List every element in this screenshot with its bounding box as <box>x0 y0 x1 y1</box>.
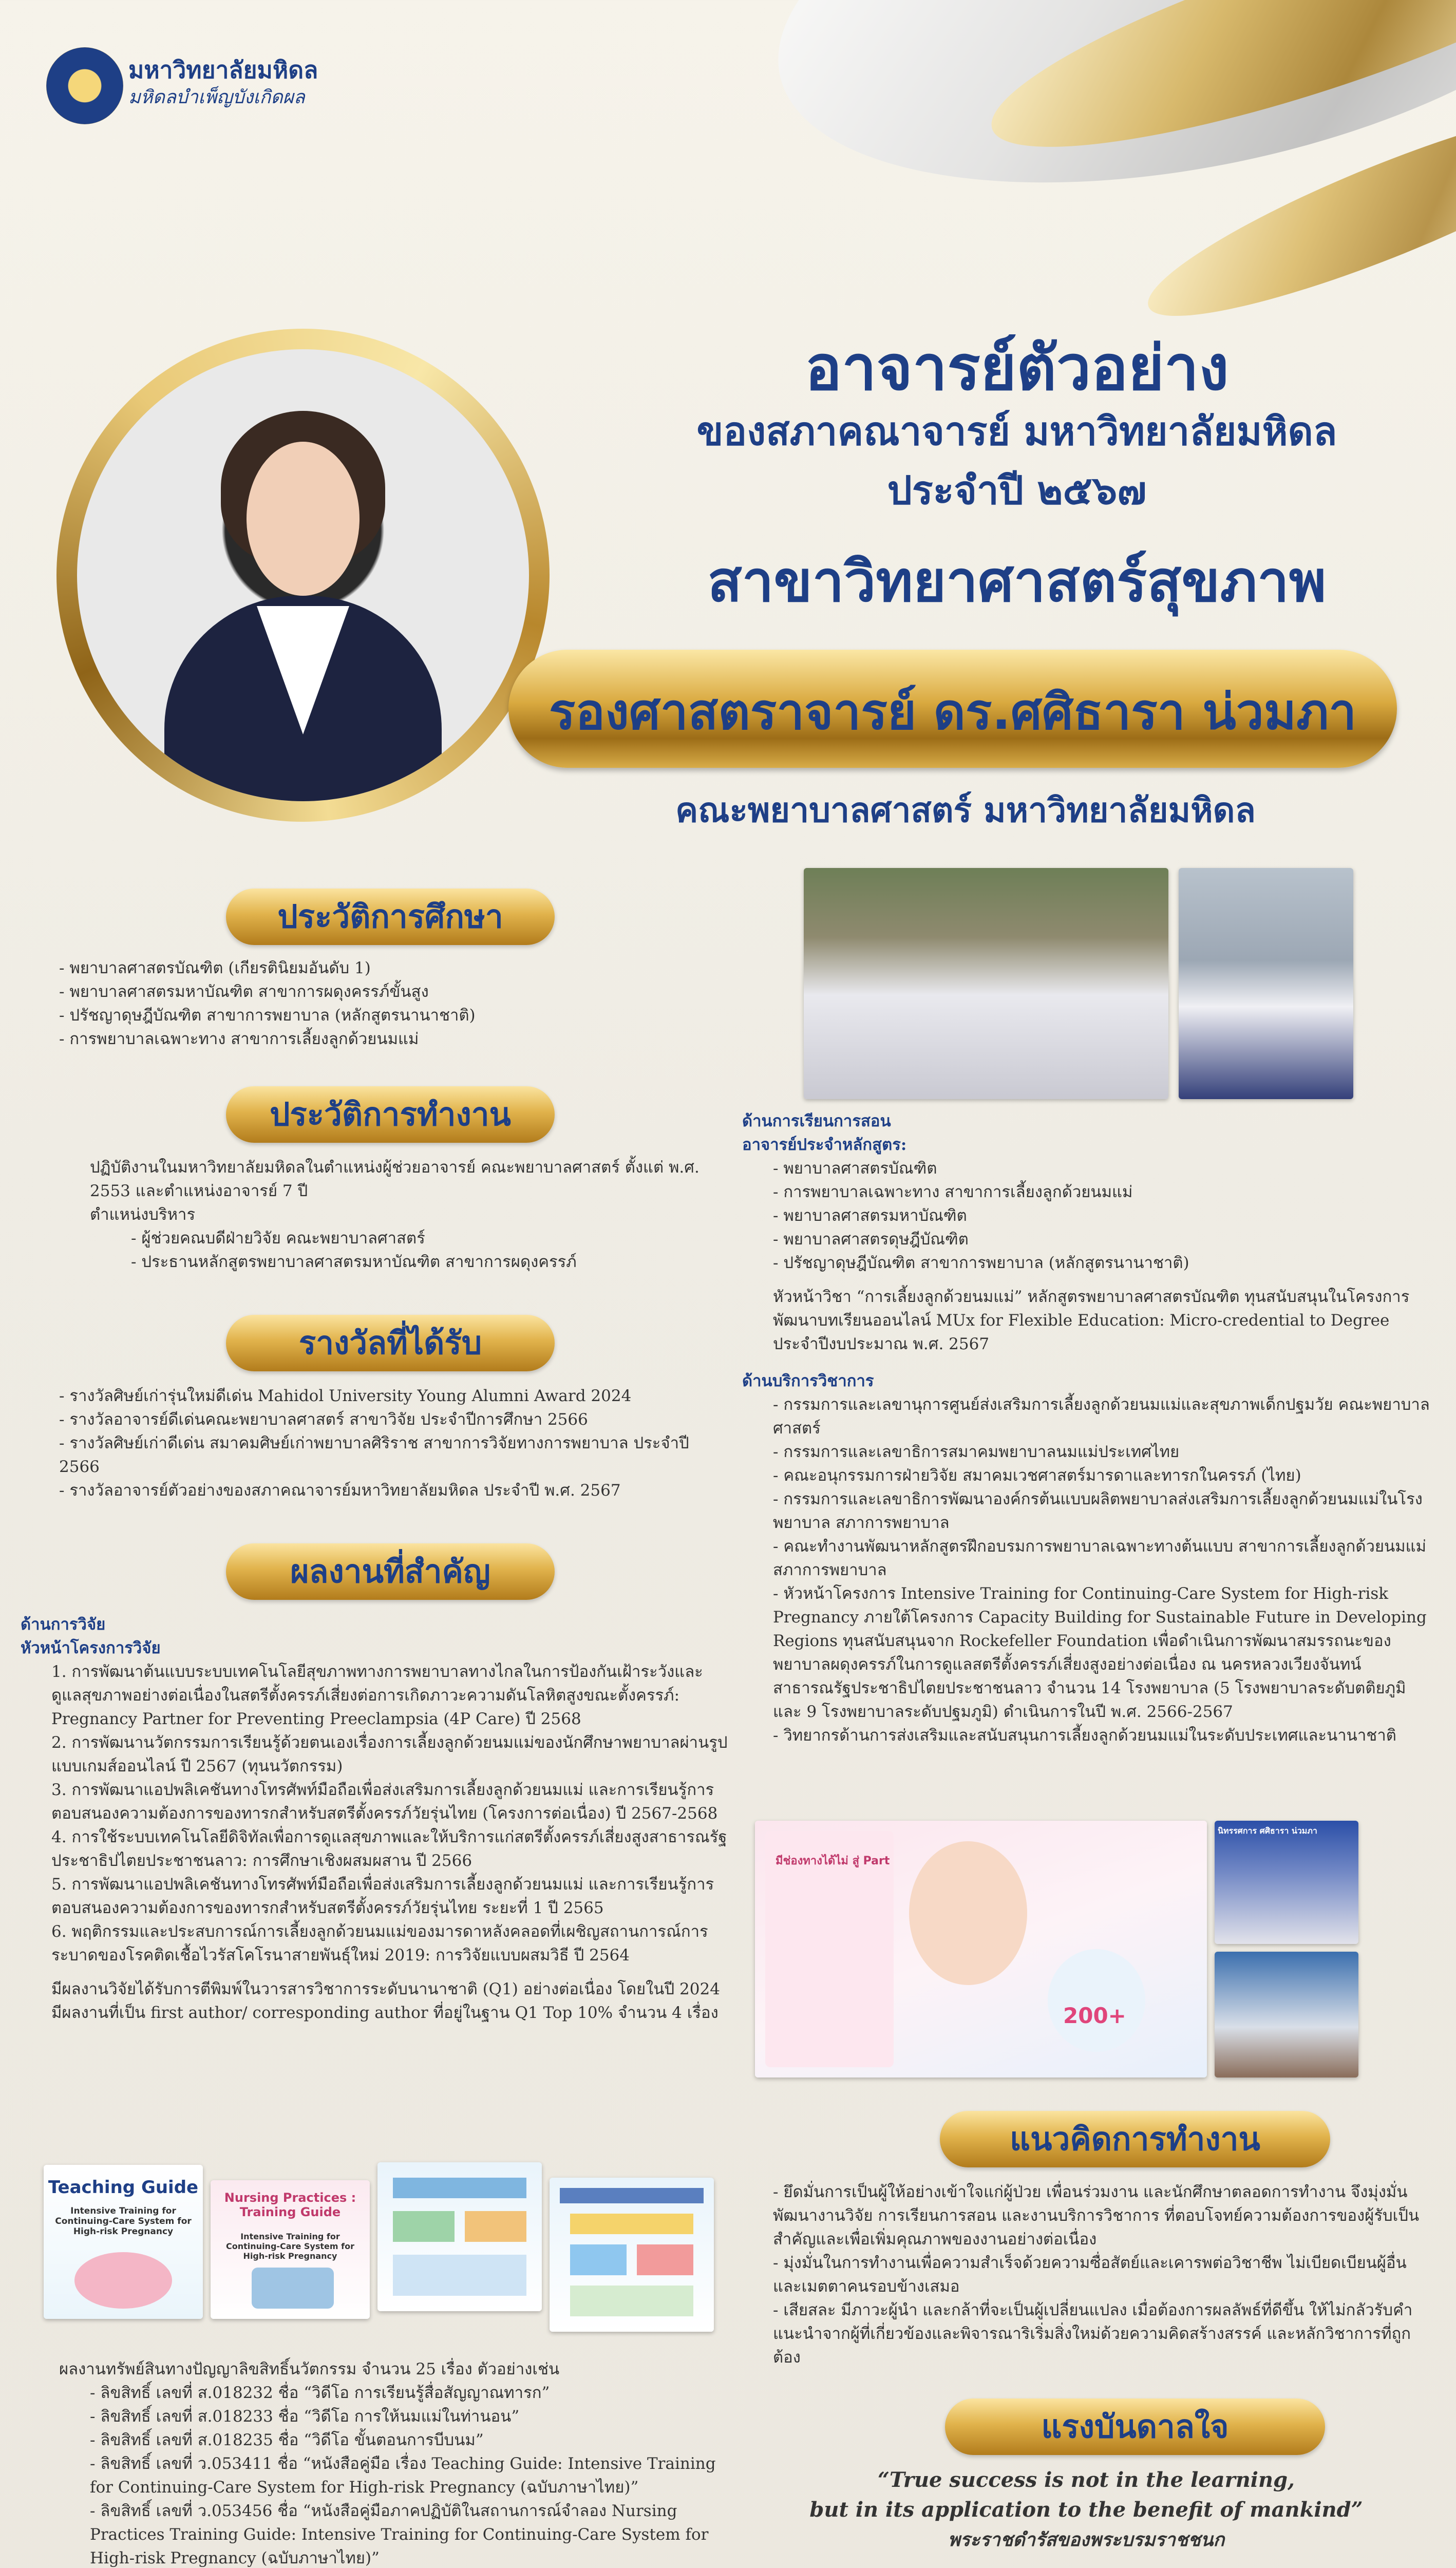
inspiration-heading: แรงบันดาลใจ <box>945 2399 1325 2455</box>
list-item: - พยาบาลศาสตรบัณฑิต <box>773 1159 937 1178</box>
event-photo-caption: นิทรรศการ ศศิธารา น่วมภา <box>1218 1826 1317 1836</box>
guideline-diagram-image <box>550 2178 714 2332</box>
list-item: - รางวัลศิษย์เก่ารุ่นใหม่ดีเด่น Mahidol University Young Alumni Award 2024 <box>59 1387 632 1405</box>
list-item: - คณะอนุกรรมการฝ่ายวิจัย สมาคมเวชศาสตร์มารดาและทารกในครรภ์ (ไทย) <box>773 1466 1301 1485</box>
list-item: - เสียสละ มีภาวะผู้นำ และกล้าที่จะเป็นผู้เปลี่ยนแปลง เมื่อต้องการผลลัพธ์ที่ดีขึ้น ให้ไม่กลัวรับคำแนะนำจากผู้ที่เกี่ยวข้องและพิจารณาริเริ่มสิ่งใหม่ด้วยความคิดสร้างสรรค์ และหลักวิชาการที่ถูกต้อง <box>773 2301 1413 2367</box>
list-item: - ยึดมั่นการเป็นผู้ให้อย่างเข้าใจแก่ผู้ป่วย เพื่อนร่วมงาน และนักศึกษาตลอดการทำงาน จึงมุ่งมั่นพัฒนางานวิจัย การเรียนการสอน และงานบริการวิชาการ ที่ตอบโจทย์ความต้องการของผู้รับเป็นสำคัญและเพื่อเพิ่มคุณภาพของงานอย่างต่อเนื่อง <box>773 2183 1420 2249</box>
teaching-label: ด้านการเรียนการสอน <box>742 1112 891 1130</box>
list-item: - ลิขสิทธิ์ เลขที่ ว.053411 ชื่อ “หนังสือคู่มือ เรื่อง Teaching Guide: Intensive Training for Continuing-Care System for High-risk Pregnancy (ฉบับภาษาไทย)” <box>90 2454 716 2497</box>
admin-label: ตำแหน่งบริหาร <box>90 1205 196 1224</box>
list-item: - พยาบาลศาสตรมหาบัณฑิต <box>773 1206 967 1225</box>
publication-paragraph: มีผลงานวิจัยได้รับการตีพิมพ์ในวารสารวิชาการระดับนานาชาติ (Q1) อย่างต่อเนื่อง โดยในปี 2024 มีผลงานที่เป็น first author/ corresponding author ที่อยู่ในฐาน Q1 Top 10% จำนวน 4 เรื่อง <box>51 1980 720 2022</box>
work-heading: ประวัติการทำงาน <box>226 1086 555 1143</box>
teaching-paragraph: หัวหน้าวิชา “การเลี้ยงลูกด้วยนมแม่” หลักสูตรพยาบาลศาสตรบัณฑิต ทุนสนับสนุนในโครงการพัฒนาบทเรียนออนไลน์ MUx for Flexible Education: Micro-credential to Degree ประจำปีงบประมาณ พ.ศ. 2567 <box>773 1288 1410 1353</box>
education-heading: ประวัติการศึกษา <box>226 889 555 945</box>
copyright-intro: ผลงานทรัพย์สินทางปัญญาลิขสิทธิ์นวัตกรรม จำนวน 25 เรื่อง ตัวอย่างเช่น <box>59 2360 560 2378</box>
quote-attribution: พระราชดำรัสของพระบรมราชชนก <box>948 2529 1225 2551</box>
page-title: อาจารย์ตัวอย่าง <box>805 333 1229 404</box>
list-item: - มุ่งมั่นในการทำงานเพื่อความสำเร็จด้วยความซื่อสัตย์และเคารพต่อวิชาชีพ ไม่เบียดเบียนผู้อื่น และเมตตาคนรอบข้างเสมอ <box>773 2254 1407 2296</box>
list-item: - ปรัชญาดุษฎีบัณฑิต สาขาการพยาบาล (หลักสูตรนานาชาติ) <box>59 1006 476 1025</box>
service-label: ด้านบริการวิชาการ <box>742 1372 874 1390</box>
list-item: - กรรมการและเลขาธิการพัฒนาองค์กรต้นแบบผลิตพยาบาลส่งเสริมการเลี้ยงลูกด้วยนมแม่ในโรงพยาบาล สภาการพยาบาล <box>773 1490 1423 1532</box>
breastfeeding-poster-image <box>755 1821 1207 2078</box>
list-item: - การพยาบาลเฉพาะทาง สาขาการเลี้ยงลูกด้วยนมแม่ <box>59 1030 419 1048</box>
award-year: ประจำปี ๒๕๖๗ <box>887 467 1147 513</box>
list-item: 3. การพัฒนาแอปพลิเคชันทางโทรศัพท์มือถือเพื่อส่งเสริมการเลี้ยงลูกด้วยนมแม่ และการเรียนรู้การตอบสนองความต้องการของทารกสำหรับสตรีตั้งครรภ์วัยรุ่นไทย (โครงการต่อเนื่อง) ปี 2567-2568 <box>51 1781 718 1823</box>
event-photo-exhibition <box>1215 1821 1358 1944</box>
list-item: - พยาบาลศาสตรมหาบัณฑิต สาขาการผดุงครรภ์ขั้นสูง <box>59 983 429 1001</box>
nursing-practices-cover <box>211 2180 370 2319</box>
group-photo-students <box>804 868 1168 1099</box>
list-item: - การพยาบาลเฉพาะทาง สาขาการเลี้ยงลูกด้วยนมแม่ <box>773 1183 1133 1201</box>
awards-list <box>59 1384 727 1502</box>
list-item: 4. การใช้ระบบเทคโนโลยีดิจิทัลเพื่อการดูแลสุขภาพและให้บริการแก่สตรีตั้งครรภ์เสี่ยงสูงสาธารณรัฐประชาธิปไตยประชาชนลาว: การศึกษาเชิงผสมผสาน ปี 2566 <box>51 1828 727 1870</box>
poster-quiz-title: มีช่องทางได้ไม่ สู่ Part <box>776 1855 890 1867</box>
university-name: มหาวิทยาลัยมหิดล <box>128 56 318 84</box>
book-subtitle: Intensive Training for Continuing-Care System for High-risk Pregnancy <box>226 2232 354 2261</box>
list-item: - ลิขสิทธิ์ เลขที่ ส.018235 ชื่อ “วิดีโอ ขั้นตอนการบีบนม” <box>90 2431 484 2449</box>
inspiration-quote <box>742 2465 1430 2555</box>
research-section <box>21 1613 729 2025</box>
concept-heading: แนวคิดการทำงาน <box>940 2111 1330 2167</box>
list-item: 1. การพัฒนาต้นแบบระบบเทคโนโลยีสุขภาพทางการพยาบาลทางไกลในการป้องกันเฝ้าระวังและดูแลสุขภาพอย่างต่อเนื่องในสตรีตั้งครรภ์เสี่ยงต่อการเกิดภาวะความดันโลหิตสูงขณะตั้งครรภ์: Pregnancy Partner for Preventing Preeclampsia (4P Care) ปี 2568 <box>51 1663 703 1728</box>
page-subtitle: ของสภาคณาจารย์ มหาวิทยาลัยมหิดล <box>696 408 1337 454</box>
group-photo-faculty <box>1179 868 1353 1099</box>
portrait-photo <box>77 349 529 801</box>
list-item: - หัวหน้าโครงการ Intensive Training for Continuing-Care System for High-risk Pregnancy ภายใต้โครงการ Capacity Building for Sustainable Future in Developing Regions ทุนสนับสนุนจาก Rockefeller Foundation เพื่อดำเนินการพัฒนาสมรรถนะของพยาบาลผดุงครรภ์ในการดูแลสตรีตั้งครรภ์เสี่ยงสูงอย่างต่อเนื่อง ณ นครหลวงเวียงจันทน์ สาธารณรัฐประชาธิปไตยประชาชนลาว จำนวน 14 โรงพยาบาล (5 โรงพยาบาลระดับตติยภูมิ และ 9 โรงพยาบาลระดับปฐมภูมิ) ดำเนินการในปี พ.ศ. 2566-2567 <box>773 1584 1427 1721</box>
list-item: - คณะทำงานพัฒนาหลักสูตรฝึกอบรมการพยาบาลเฉพาะทางต้นแบบ สาขาการเลี้ยงลูกด้วยนมแม่ สภาการพยาบาล <box>773 1537 1427 1579</box>
poster-quiz-value: 200+ <box>1063 2003 1126 2028</box>
list-item: 2. การพัฒนานวัตกรรมการเรียนรู้ด้วยตนเองเรื่องการเลี้ยงลูกด้วยนมแม่ของนักศึกษาพยาบาลผ่านรูปแบบเกมส์ออนไลน์ ปี 2567 (ทุนนวัตกรรม) <box>51 1733 728 1776</box>
awards-heading: รางวัลที่ได้รับ <box>226 1315 555 1371</box>
list-item: - พยาบาลศาสตรบัณฑิต (เกียรตินิยมอันดับ 1) <box>59 959 371 977</box>
education-list <box>59 956 727 1051</box>
list-item: - ลิขสิทธิ์ เลขที่ ส.018233 ชื่อ “วิดีโอ การให้นมแม่ในท่านอน” <box>90 2407 520 2426</box>
list-item: - ปรัชญาดุษฎีบัณฑิต สาขาการพยาบาล (หลักสูตรนานาชาติ) <box>773 1254 1189 1272</box>
concept-list <box>742 2180 1430 2369</box>
quote-line-1: “True success is not in the learning, <box>878 2468 1295 2492</box>
list-item: 6. พฤติกรรมและประสบการณ์การเลี้ยงลูกด้วยนมแม่ของมารดาหลังคลอดที่เผชิญสถานการณ์การระบาดของโรคติดเชื้อไวรัสโคโรนาสายพันธุ์ใหม่ 2019: การวิจัยแบบผสมวิธี ปี 2564 <box>51 1922 708 1965</box>
course-label: อาจารย์ประจำหลักสูตร: <box>742 1136 907 1154</box>
event-photo-meeting <box>1215 1952 1358 2078</box>
teaching-section <box>742 1109 1430 1747</box>
book-subtitle: Intensive Training for Continuing-Care System for High-risk Pregnancy <box>55 2206 192 2237</box>
work-section <box>59 1156 727 1274</box>
list-item: - ประธานหลักสูตรพยาบาลศาสตรมหาบัณฑิต สาขาการผดุงครรภ์ <box>131 1253 577 1271</box>
teaching-guide-cover <box>44 2165 203 2319</box>
university-seal-logo <box>46 47 123 124</box>
list-item: - รางวัลอาจารย์ดีเด่นคณะพยาบาลศาสตร์ สาขาวิจัย ประจำปีการศึกษา 2566 <box>59 1410 588 1429</box>
list-item: - รางวัลศิษย์เก่าดีเด่น สมาคมศิษย์เก่าพยาบาลศิริราช สาขาการวิจัยทางการพยาบาล ประจำปี 2566 <box>59 1434 689 1476</box>
book-title: Nursing Practices : Training Guide <box>224 2191 356 2219</box>
person-faculty: คณะพยาบาลศาสตร์ มหาวิทยาลัยมหิดล <box>675 790 1256 830</box>
field-title: สาขาวิทยาศาสตร์สุขภาพ <box>707 549 1327 614</box>
quote-line-2: but in its application to the benefit of mankind” <box>809 2498 1363 2522</box>
works-heading: ผลงานที่สำคัญ <box>226 1543 555 1600</box>
university-motto: มหิดลบำเพ็ญบังเกิดผล <box>128 87 305 108</box>
book-title: Teaching Guide <box>48 2177 199 2198</box>
person-name: รองศาสตราจารย์ ดร.ศศิธารา น่วมภา <box>549 683 1357 741</box>
research-label: ด้านการวิจัย <box>21 1615 106 1634</box>
list-item: - ลิขสิทธิ์ เลขที่ ว.053456 ชื่อ “หนังสือคู่มือภาคปฏิบัติในสถานการณ์จำลอง Nursing Practices Training Guide: Intensive Training for Continuing-Care System for High-risk Pregnancy (ฉบับภาษาไทย)” <box>90 2502 709 2567</box>
list-item: - ผู้ช่วยคณบดีฝ่ายวิจัย คณะพยาบาลศาสตร์ <box>131 1229 425 1248</box>
list-item: - ลิขสิทธิ์ เลขที่ ส.018232 ชื่อ “วิดีโอ การเรียนรู้สื่อสัญญาณทารก” <box>90 2384 550 2402</box>
list-item: - กรรมการและเลขาธิการสมาคมพยาบาลนมแม่ประเทศไทย <box>773 1443 1180 1461</box>
list-item: - พยาบาลศาสตรดุษฎีบัณฑิต <box>773 1230 969 1249</box>
copyright-section <box>59 2357 727 2568</box>
list-item: 5. การพัฒนาแอปพลิเคชันทางโทรศัพท์มือถือเพื่อส่งเสริมการเลี้ยงลูกด้วยนมแม่ และการเรียนรู้การตอบสนองความต้องการของทารกสำหรับสตรีตั้งครรภ์วัยรุ่นไทย ระยะที่ 1 ปี 2565 <box>51 1875 714 1917</box>
list-item: - วิทยากรด้านการส่งเสริมและสนับสนุนการเลี้ยงลูกด้วยนมแม่ในระดับประเทศและนานาชาติ <box>773 1726 1396 1745</box>
project-label: หัวหน้าโครงการวิจัย <box>21 1639 161 1657</box>
list-item: - รางวัลอาจารย์ตัวอย่างของสภาคณาจารย์มหาวิทยาลัยมหิดล ประจำปี พ.ศ. 2567 <box>59 1481 621 1500</box>
flowchart-image <box>377 2162 542 2311</box>
list-item: - กรรมการและเลขานุการศูนย์ส่งเสริมการเลี้ยงลูกด้วยนมแม่และสุขภาพเด็กปฐมวัย คณะพยาบาลศาสตร์ <box>773 1395 1430 1438</box>
work-paragraph: ปฏิบัติงานในมหาวิทยาลัยมหิดลในตำแหน่งผู้ช่วยอาจารย์ คณะพยาบาลศาสตร์ ตั้งแต่ พ.ศ. 2553 และตำแหน่งอาจารย์ 7 ปี <box>90 1158 699 1200</box>
